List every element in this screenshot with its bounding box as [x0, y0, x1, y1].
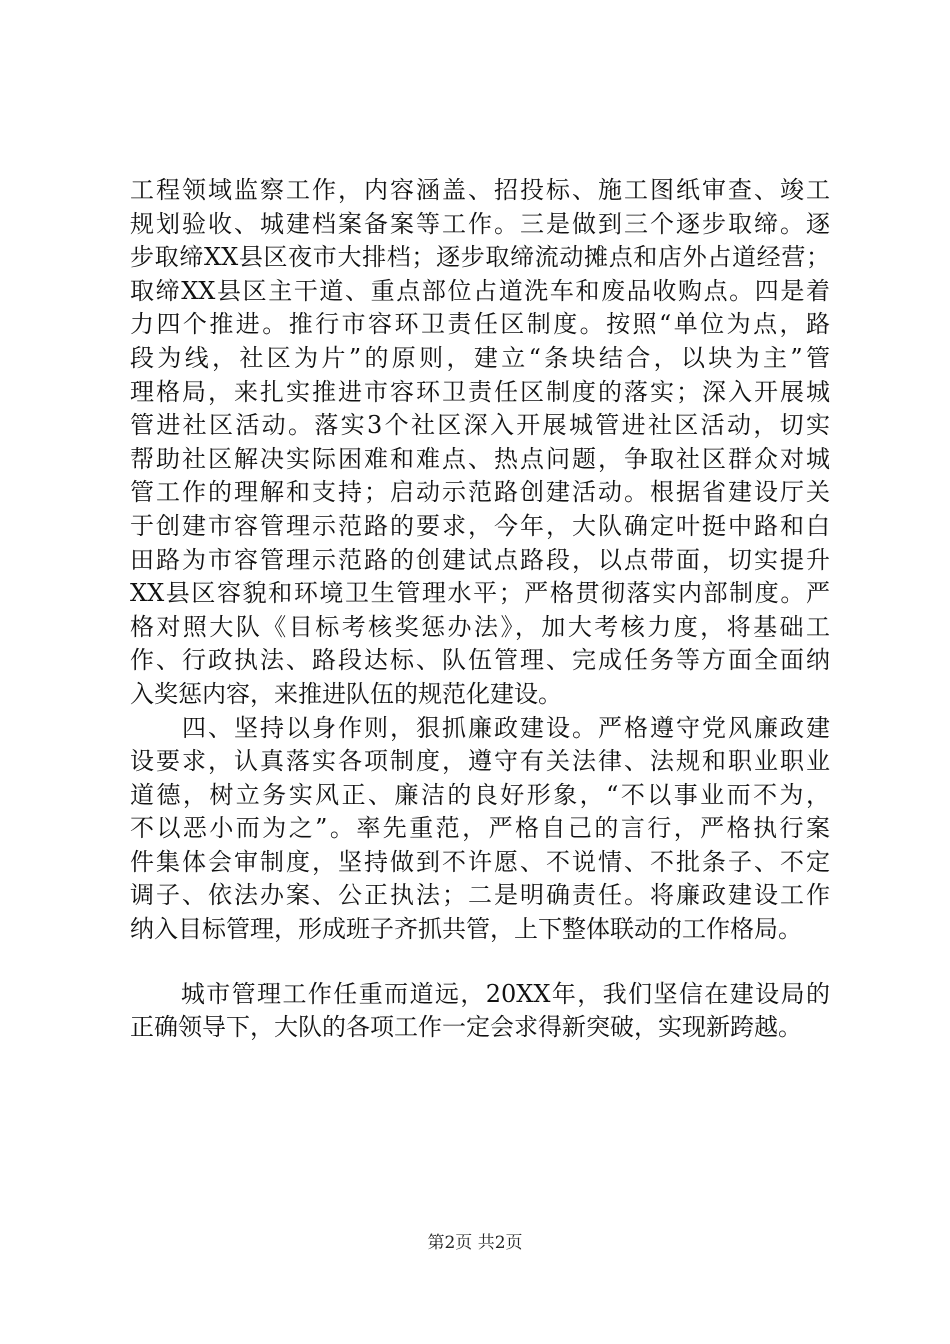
text-line: 管进社区活动。落实3个社区深入开展城管进社区活动，切实 — [130, 411, 830, 440]
text-line: XX县区容貌和环境卫生管理水平；严格贯彻落实内部制度。严 — [130, 579, 830, 608]
text-line: 力四个推进。推行市容环卫责任区制度。按照“单位为点，路 — [130, 310, 830, 339]
text-line: 工程领域监察工作，内容涵盖、招投标、施工图纸审查、竣工 — [130, 176, 830, 204]
text-line: 作、行政执法、路段达标、队伍管理、完成任务等方面全面纳 — [130, 646, 830, 675]
text-line: 城市管理工作任重而道远，20XX年，我们坚信在建设局的 — [130, 979, 830, 1008]
page-footer: 第2页 共2页 — [427, 1233, 523, 1253]
text-line: 不以恶小而为之”。率先重范，严格自己的言行，严格执行案 — [130, 814, 830, 843]
text-line: 于创建市容管理示范路的要求，今年，大队确定叶挺中路和白 — [130, 511, 830, 540]
text-line: 规划验收、城建档案备案等工作。三是做到三个逐步取缔。逐 — [130, 209, 830, 238]
text-line: 四、坚持以身作则，狠抓廉政建设。严格遵守党风廉政建 — [130, 713, 830, 742]
text-line: 正确领导下，大队的各项工作一定会求得新突破，实现新跨越。 — [130, 1013, 802, 1042]
text-line: 道德，树立务实风正、廉洁的良好形象，“不以事业而不为， — [130, 780, 830, 809]
text-line: 件集体会审制度，坚持做到不许愿、不说情、不批条子、不定 — [130, 847, 830, 876]
text-line: 管工作的理解和支持；启动示范路创建活动。根据省建设厅关 — [130, 478, 830, 507]
text-line: 取缔XX县区主干道、重点部位占道洗车和废品收购点。四是着 — [130, 276, 830, 305]
text-line: 格对照大队《目标考核奖惩办法》，加大考核力度，将基础工 — [130, 612, 830, 641]
document-body — [130, 174, 830, 1045]
text-line: 入奖惩内容，来推进队伍的规范化建设。 — [130, 679, 562, 708]
text-line: 步取缔XX县区夜市大排档；逐步取缔流动摊点和店外占道经营； — [130, 243, 830, 272]
text-line: 调子、依法办案、公正执法；二是明确责任。将廉政建设工作 — [130, 881, 830, 910]
text-line: 田路为市容管理示范路的创建试点路段，以点带面，切实提升 — [130, 545, 830, 574]
text-line: 帮助社区解决实际困难和难点、热点问题，争取社区群众对城 — [130, 444, 830, 473]
text-line: 设要求，认真落实各项制度，遵守有关法律、法规和职业职业 — [130, 747, 830, 776]
text-line: 纳入目标管理，形成班子齐抓共管，上下整体联动的工作格局。 — [130, 915, 802, 944]
paragraph-conclusion — [130, 978, 830, 1045]
text-line: 段为线，社区为片”的原则，建立“条块结合，以块为主”管 — [130, 343, 830, 372]
paragraph-continuation — [130, 174, 830, 712]
text-line: 理格局，来扎实推进市容环卫责任区制度的落实；深入开展城 — [130, 377, 830, 406]
paragraph-spacer — [130, 947, 830, 978]
paragraph-integrity — [130, 712, 830, 947]
